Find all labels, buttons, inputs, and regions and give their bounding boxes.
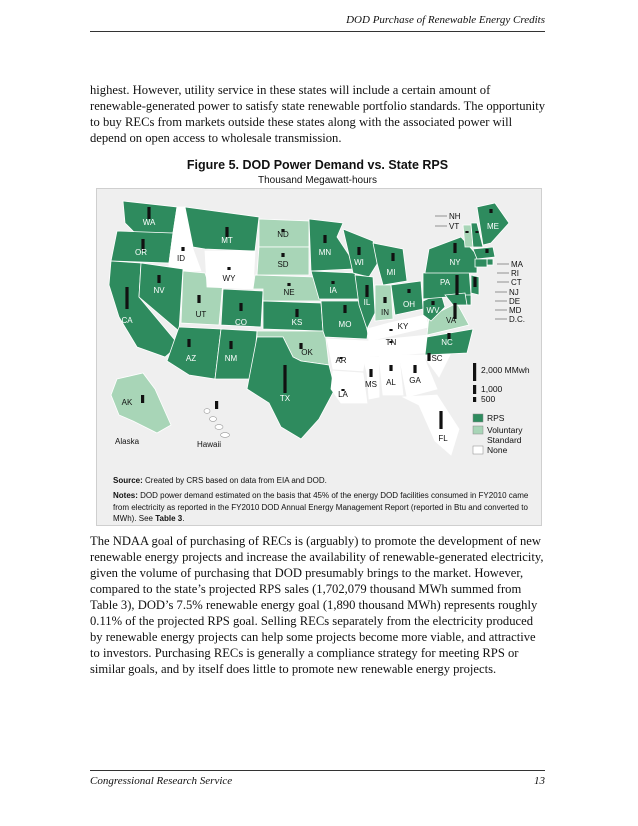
state-ar bbox=[327, 339, 367, 371]
demand-bar-wi bbox=[357, 247, 360, 255]
state-la bbox=[331, 371, 367, 403]
map-legend bbox=[473, 363, 530, 455]
state-wi bbox=[343, 229, 379, 277]
demand-bar-mi bbox=[391, 253, 394, 261]
legend-swatch-1 bbox=[473, 426, 483, 434]
state-oh bbox=[391, 281, 423, 315]
state-label-md: MD bbox=[509, 306, 522, 315]
state-label-ut: UT bbox=[195, 310, 207, 319]
state-label-oh: OH bbox=[403, 300, 415, 309]
demand-bar-sc bbox=[427, 353, 430, 361]
demand-bar-al bbox=[389, 365, 392, 371]
demand-bar-me bbox=[489, 209, 492, 213]
state-ct bbox=[475, 259, 487, 267]
state-label-ga: GA bbox=[409, 376, 421, 385]
legend-swatch-0 bbox=[473, 414, 483, 422]
state-label-dc.: D.C. bbox=[509, 315, 525, 324]
legend-scale-label: 500 bbox=[481, 394, 496, 404]
state-label-ny: NY bbox=[449, 258, 461, 267]
notes-label: Notes: bbox=[113, 491, 138, 500]
state-az bbox=[167, 327, 221, 379]
demand-bar-sd bbox=[281, 253, 284, 257]
state-label-va: VA bbox=[445, 316, 457, 325]
state-label-nj: NJ bbox=[509, 288, 519, 297]
state-label-wi: WI bbox=[354, 258, 364, 267]
page-footer bbox=[90, 770, 545, 787]
demand-bar-ny bbox=[453, 243, 456, 253]
demand-bar-id bbox=[181, 247, 184, 251]
notes-text: DOD power demand estimated on the basis that 45% of the energy DOD facilities consumed in FY2010 came from electricity as reported in the FY2010 DOD Annual Energy Management Report (reported in Btu and converted to MWh). See bbox=[113, 491, 529, 523]
demand-bar-wv bbox=[431, 301, 434, 305]
state-label-nv: NV bbox=[153, 286, 165, 295]
legend-swatch-2 bbox=[473, 446, 483, 454]
state-label-ri: RI bbox=[511, 269, 519, 278]
state-ma bbox=[473, 247, 495, 259]
demand-bar-ia bbox=[331, 281, 334, 284]
state-ri bbox=[487, 259, 493, 265]
state-label-or: OR bbox=[135, 248, 147, 257]
body-paragraph-2: The NDAA goal of purchasing of RECs is (arguably) to promote the development of new renewable energy projects and increase the availability of renewable-generated electricity, given the volume of purchasing that DOD presumably brings to the market. However, compared to the state’s projected RPS sales (1,702,079 thousand MWh summed from Table 3), DOD’s 7.5% renewable energy goal (1,890 thousand MWh) represents roughly 0.11% of the projected RPS goal. Selling RECs separately from the electricity produced by renewable energy projects can help some projects become more viable, and attractive to investors. Purchasing RECs is generally a compliance strategy for meeting RPS or similar goals, and by itself does little to promote new renewable energy projects. bbox=[90, 534, 544, 676]
state-label-nc: NC bbox=[441, 338, 453, 347]
states-layer bbox=[109, 201, 509, 455]
legend-none-label: None bbox=[487, 445, 508, 455]
legend-voluntary-label: Voluntary Standard bbox=[487, 425, 523, 445]
figure-title: Figure 5. DOD Power Demand vs. State RPS bbox=[186, 158, 449, 172]
state-label-ar: AR bbox=[335, 356, 347, 365]
demand-bar-in bbox=[383, 297, 386, 303]
state-label-wy: WY bbox=[222, 274, 236, 283]
notes-end: . bbox=[182, 514, 185, 523]
demand-bar-wy bbox=[227, 267, 230, 270]
hawaii-label: Hawaii bbox=[197, 440, 222, 449]
state-label-mn: MN bbox=[318, 248, 332, 257]
state-label-sd: SD bbox=[277, 260, 289, 269]
state-label-la: LA bbox=[338, 390, 348, 399]
state-label-tn: TN bbox=[385, 338, 397, 347]
state-label-de: DE bbox=[509, 297, 521, 306]
state-label-nm: NM bbox=[224, 354, 238, 363]
state-label-ks: KS bbox=[291, 318, 303, 327]
demand-bar-nm bbox=[229, 341, 232, 349]
source-text: Created by CRS based on data from EIA and DOD. bbox=[145, 476, 327, 485]
demand-bar-ut bbox=[197, 295, 200, 303]
state-label-vt: VT bbox=[449, 222, 460, 231]
demand-bar-ca bbox=[125, 287, 128, 309]
demand-bar-co bbox=[239, 303, 242, 311]
state-label-mi: MI bbox=[386, 268, 396, 277]
state-hi-island bbox=[221, 433, 230, 438]
state-label-nh: NH bbox=[449, 212, 461, 221]
alaska-label: Alaska bbox=[115, 437, 140, 446]
figure-subtitle: Thousand Megawatt-hours bbox=[258, 175, 377, 186]
state-label-ne: NE bbox=[283, 288, 295, 297]
demand-bar-pa bbox=[455, 275, 458, 295]
state-label-mo: MO bbox=[338, 320, 352, 329]
legend-bar-500 bbox=[473, 397, 476, 402]
figure-map-panel bbox=[96, 188, 542, 526]
state-al bbox=[379, 355, 403, 395]
demand-bar-nv bbox=[157, 275, 160, 283]
demand-bar-oh bbox=[407, 289, 410, 293]
state-label-al: AL bbox=[386, 378, 396, 387]
state-label-wv: WV bbox=[426, 306, 440, 315]
demand-bar-nh bbox=[475, 231, 478, 233]
state-label-az: AZ bbox=[185, 354, 197, 363]
state-label-ms: MS bbox=[365, 380, 377, 389]
legend-bar-2000 bbox=[473, 363, 476, 381]
state-label-co: CO bbox=[235, 318, 247, 327]
legend-scale-label: 1,000 bbox=[481, 384, 503, 394]
demand-bar-nj bbox=[473, 277, 476, 287]
demand-bar-hi bbox=[215, 401, 218, 409]
footer-publisher: Congressional Research Service bbox=[90, 775, 233, 787]
demand-bar-fl bbox=[439, 411, 442, 429]
state-label-ma: MA bbox=[511, 260, 523, 269]
state-label-fl: FL bbox=[438, 434, 448, 443]
state-label-sc: SC bbox=[431, 354, 443, 363]
state-label-ia: IA bbox=[329, 286, 337, 295]
demand-bar-ne bbox=[287, 283, 290, 286]
legend-scale-label: 2,000 MMwh bbox=[481, 365, 530, 375]
state-label-tx: TX bbox=[279, 394, 291, 403]
running-head: DOD Purchase of Renewable Energy Credits bbox=[90, 14, 545, 32]
state-hi-island bbox=[215, 425, 223, 430]
demand-bar-il bbox=[365, 285, 368, 297]
state-label-id: ID bbox=[177, 254, 185, 263]
state-mi bbox=[373, 243, 407, 285]
state-label-ky: KY bbox=[397, 322, 409, 331]
demand-bar-ms bbox=[369, 369, 372, 377]
demand-bar-ky bbox=[389, 329, 392, 331]
state-label-il: IL bbox=[363, 298, 371, 307]
demand-bar-tx bbox=[283, 365, 286, 393]
legend-rps-label: RPS bbox=[487, 413, 505, 423]
state-fl bbox=[403, 395, 459, 455]
source-label: Source: bbox=[113, 476, 143, 485]
state-label-pa: PA bbox=[439, 278, 451, 287]
state-label-ct: CT bbox=[511, 278, 522, 287]
state-hi-island bbox=[210, 417, 217, 422]
state-label-ak: AK bbox=[121, 398, 133, 407]
state-label-in: IN bbox=[381, 308, 389, 317]
demand-bar-mn bbox=[323, 235, 326, 243]
page-number: 13 bbox=[534, 775, 545, 787]
demand-bar-az bbox=[187, 339, 190, 347]
notes-table-link[interactable]: Table 3 bbox=[155, 514, 183, 523]
body-paragraph-1: highest. However, utility service in these states will include a certain amount of renewable-generated power to satisfy state renewable portfolio standards. The opportunity to buy RECs from markets outside these states along with the associated power will depend on open access to wholesale transmission. bbox=[90, 83, 546, 145]
demand-bar-ak bbox=[141, 395, 144, 403]
state-hi-island bbox=[204, 409, 210, 414]
state-label-ca: CA bbox=[121, 316, 133, 325]
demand-bar-ks bbox=[295, 309, 298, 317]
demand-bar-ga bbox=[413, 365, 416, 373]
demand-bar-mo bbox=[343, 305, 346, 313]
state-label-ok: OK bbox=[301, 348, 313, 357]
state-label-wa: WA bbox=[142, 218, 156, 227]
figure-source bbox=[113, 475, 531, 487]
state-label-me: ME bbox=[487, 222, 499, 231]
state-label-nd: ND bbox=[277, 230, 289, 239]
figure-notes bbox=[113, 490, 531, 525]
demand-bar-ma bbox=[485, 249, 488, 253]
demand-bar-vt bbox=[465, 231, 468, 233]
legend-bar-1000 bbox=[473, 385, 476, 394]
state-label-mt: MT bbox=[221, 236, 233, 245]
